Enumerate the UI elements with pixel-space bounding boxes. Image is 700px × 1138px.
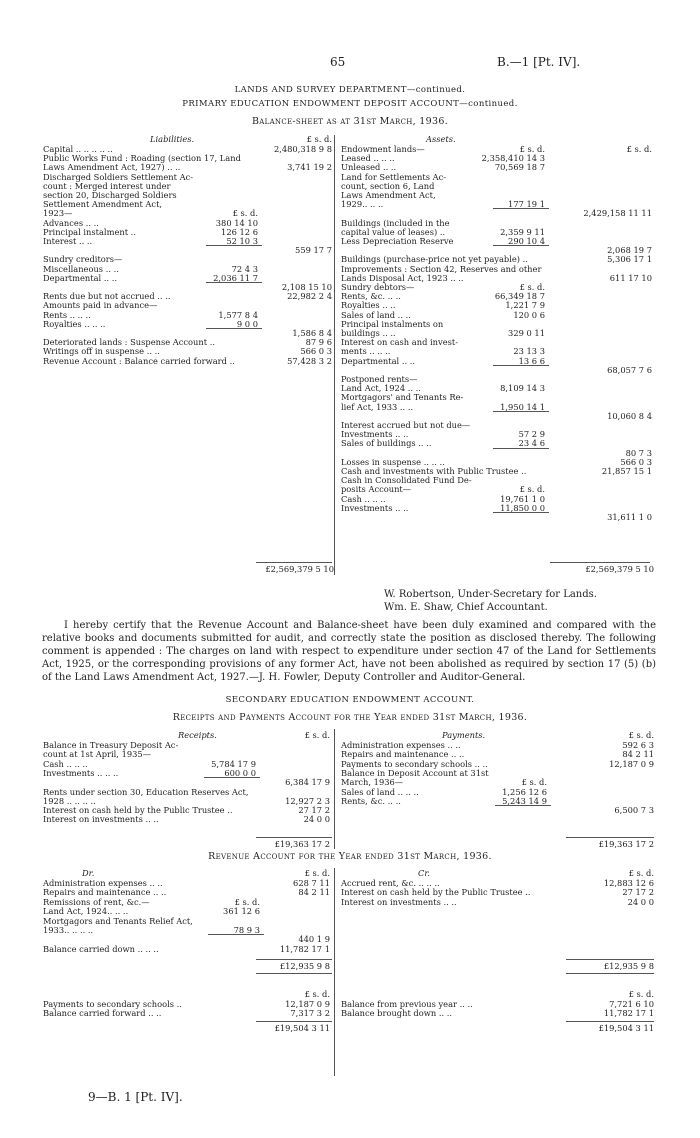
bs-left-label: Discharged Soldiers Settlement Ac-	[43, 171, 194, 182]
bs-right-label: Interest on cash and invest-	[341, 337, 459, 348]
bs-left-subtotal-rule	[206, 328, 262, 329]
bs-total-rule-left	[256, 562, 332, 563]
bs-right-label: Royalties .. ..	[341, 300, 396, 311]
bs-right-value: 2,068 19 7	[607, 245, 652, 256]
cr-lsd: £ s. d.	[628, 868, 654, 878]
rp-right-subvalue: £ s. d.	[521, 777, 547, 788]
bs-right-value: £ s. d.	[626, 144, 652, 154]
rv-left-label: Mortgagors and Tenants Relief Act,	[43, 915, 193, 926]
rp-left-label: 1928 .. .. .. ..	[43, 795, 96, 806]
rp-left-value: 6,384 17 9	[285, 777, 330, 788]
bs-right-subtotal-rule	[493, 365, 549, 366]
bs-right-label: Leased .. .. ..	[341, 153, 395, 164]
rp-right-value: 6,500 7 3	[614, 805, 654, 816]
bs-right-label: Sales of buildings .. ..	[341, 438, 432, 449]
bs-right-subvalue: 57 2 9	[518, 429, 545, 440]
rv2-total-rule-right	[566, 1021, 654, 1022]
rp-left-label: count at 1st April, 1935—	[43, 749, 151, 760]
bs-right-value: 611 17 10	[609, 272, 652, 283]
bs-left-subtotal-rule	[206, 282, 262, 283]
bs-left-label: Advances .. ..	[43, 217, 99, 228]
bs-left-label: Sundry creditors—	[43, 254, 123, 265]
rp-total-right: £19,363 17 2	[598, 839, 654, 849]
bs-left-label: Amounts paid in advance—	[43, 300, 158, 311]
bs-right-label: buildings .. ..	[341, 328, 396, 338]
bs-right-label: Endowment lands—	[341, 144, 425, 154]
rv-total-rule-right	[566, 959, 654, 960]
rp-right-value: 84 2 11	[622, 749, 654, 760]
bs-left-label: Interest .. ..	[43, 236, 93, 246]
bs-right-label: Losses in suspense .. .. ..	[341, 456, 445, 467]
balance-sheet-heading: Balance-sheet as at 31st March, 1936.	[251, 116, 448, 127]
bs-left-subvalue: 9 0 0	[236, 318, 258, 329]
rp-right-subvalue: 1,256 12 6	[502, 786, 547, 797]
rp-right-label: Balance in Deposit Account at 31st	[341, 767, 489, 778]
rv2-right-value: 11,782 17 1	[603, 1008, 654, 1019]
bs-right-label: Cash in Consolidated Fund De-	[341, 475, 472, 486]
bs-right-subvalue: £ s. d.	[519, 484, 545, 495]
rp-right-value: 12,187 0 9	[609, 758, 654, 769]
bs-left-label: section 20, Discharged Soldiers	[43, 190, 177, 200]
rv-double-rule-right	[566, 973, 654, 974]
rv-left-label: Remissions of rent, &c.—	[43, 896, 150, 907]
rp-left-label: Cash .. .. ..	[43, 758, 88, 769]
bs-right-label: Interest accrued but not due—	[341, 420, 471, 430]
rv2-total-rule-left	[256, 1021, 332, 1022]
bs-left-label: Revenue Account : Balance carried forward ..	[43, 355, 235, 366]
rp-vertical-rule	[334, 729, 335, 849]
bs-left-value: 3,741 19 2	[287, 162, 332, 173]
rv-left-value: 84 2 11	[298, 887, 330, 898]
bs-left-subvalue: 380 14 10	[215, 217, 258, 228]
rv2-right-label: Balance from previous year .. ..	[341, 999, 473, 1009]
bs-left-label: Royalties .. .. ..	[43, 318, 106, 329]
receipts-lsd: £ s. d.	[304, 730, 330, 740]
rp-right-label: Repairs and maintenance .. ..	[341, 749, 465, 760]
bs-right-label: Buildings (included in the	[341, 217, 450, 228]
bs-left-label: Settlement Amendment Act,	[43, 199, 163, 210]
rv-left-value: 628 7 11	[293, 878, 330, 888]
rp-right-value: 592 6 3	[622, 740, 654, 750]
bs-total-right: £2,569,379 5 10	[585, 564, 654, 574]
signature-under-secretary: W. Robertson, Under-Secretary for Lands.	[384, 589, 597, 600]
bs-right-label: Cash and investments with Public Trustee ..	[341, 466, 527, 476]
rv-left-subtotal-rule	[208, 934, 264, 935]
rp-left-subvalue: 600 0 0	[224, 767, 256, 778]
bs-right-label: Mortgagors' and Tenants Re-	[341, 392, 464, 403]
bs-total-left: £2,569,379 5 10	[265, 564, 334, 574]
rv-left-label: Administration expenses .. ..	[43, 878, 163, 888]
bs-right-value: 2,429,158 11 11	[583, 208, 652, 219]
bs-right-label: ments .. .. ..	[341, 346, 391, 357]
bs-left-subvalue: 2,036 11 7	[213, 272, 258, 283]
rv2-lsd-left: £ s. d.	[304, 989, 330, 999]
bs-right-label: Principal instalments on	[341, 318, 444, 329]
rv-left-value: 440 1 9	[298, 934, 330, 945]
bs-left-label: Capital .. .. .. .. ..	[43, 144, 113, 154]
rp-right-label: Sales of land .. .. ..	[341, 786, 419, 797]
rv2-lsd-right: £ s. d.	[628, 989, 654, 999]
bs-right-label: Cash .. .. ..	[341, 493, 386, 504]
bs-left-label: Rents due but not accrued .. ..	[43, 291, 171, 302]
bs-right-subvalue: 23 13 3	[513, 346, 545, 357]
bs-left-subtotal-rule	[206, 245, 262, 246]
assets-heading: Assets.	[426, 134, 456, 144]
rv-left-subvalue: 78 9 3	[233, 925, 260, 935]
rv-left-label: Repairs and maintenance .. ..	[43, 887, 167, 898]
rp-total-rule-right	[566, 837, 654, 838]
rp-right-label: Rents, &c. .. ..	[341, 795, 401, 806]
rp-right-label: Administration expenses .. ..	[341, 740, 461, 750]
bs-left-value: 1,586 8 4	[292, 328, 332, 338]
rv2-left-value: 12,187 0 9	[285, 999, 330, 1009]
rv-right-value: 27 17 2	[622, 887, 654, 898]
account-heading-secondary: SECONDARY EDUCATION ENDOWMENT ACCOUNT.	[225, 695, 475, 705]
bs-right-subtotal-rule	[493, 448, 549, 449]
bs-right-label: lief Act, 1933 .. ..	[341, 401, 414, 412]
bs-right-value: 21,857 15 1	[601, 466, 652, 476]
bs-right-value: 31,611 1 0	[607, 512, 652, 522]
rp-left-label: Balance in Treasury Deposit Ac-	[43, 740, 179, 750]
bs-total-rule-right	[550, 562, 650, 563]
bs-left-label: 1923—	[43, 208, 73, 219]
bs-right-label: Departmental .. ..	[341, 355, 415, 366]
bs-right-subvalue: £ s. d.	[519, 144, 545, 154]
bs-right-label: Postponed rents—	[341, 374, 418, 384]
bs-right-subvalue: 1,950 14 1	[500, 401, 545, 412]
bs-right-label: Land Act, 1924 .. ..	[341, 383, 421, 394]
bs-right-subvalue: 290 10 4	[508, 236, 545, 246]
bs-right-value: 80 7 3	[625, 447, 652, 458]
rp-left-value: 12,927 2 3	[285, 795, 330, 806]
bs-right-subvalue: 11,850 0 0	[500, 502, 545, 513]
bs-left-value: 566 0 3	[300, 346, 332, 357]
bs-right-subvalue: 8,109 14 3	[500, 383, 545, 394]
rv2-left-label: Balance carried forward .. ..	[43, 1008, 162, 1019]
bs-left-value: 2,108 15 10	[281, 282, 332, 292]
bs-right-subvalue: 2,359 9 11	[500, 226, 545, 237]
bs-left-label: Departmental .. ..	[43, 272, 117, 283]
rv-total-rule-left	[256, 959, 332, 960]
bs-left-label: Principal instalment ..	[43, 226, 136, 237]
rv-total-right: £12,935 9 8	[603, 961, 654, 971]
bs-right-subvalue: 23 4 6	[518, 438, 545, 449]
bs-right-subvalue: 329 0 11	[508, 328, 545, 338]
bs-left-label: Laws Amendment Act, 1927) .. ..	[43, 162, 181, 173]
bs-right-label: Unleased .. ..	[341, 162, 397, 173]
bs-right-label: Sales of land .. ..	[341, 309, 411, 320]
footer-reference: 9—B. 1 [Pt. IV].	[88, 1090, 183, 1104]
rp-left-label: Interest on cash held by the Public Trustee ..	[43, 805, 233, 816]
bs-left-subvalue: 1,577 8 4	[218, 309, 258, 320]
rp-left-value: 27 17 2	[298, 805, 330, 816]
bs-right-label: Investments .. ..	[341, 502, 409, 513]
rv-right-label: Interest on investments .. ..	[341, 896, 457, 907]
bs-left-label: Public Works Fund : Roading (section 17, Land	[43, 153, 241, 164]
rp-left-subvalue: 5,784 17 9	[211, 758, 256, 769]
bs-right-subvalue: 19,761 1 0	[500, 493, 545, 504]
rp-left-subtotal-rule	[204, 777, 260, 778]
bs-left-label: Deteriorated lands : Suspense Account ..	[43, 337, 215, 348]
rp-left-label: Investments .. .. ..	[43, 767, 119, 778]
bs-left-label: count : Merged interest under	[43, 180, 171, 191]
rv-left-subvalue: £ s. d.	[234, 896, 260, 907]
bs-right-label: 1929.. .. ..	[341, 199, 384, 210]
bs-left-value: 22,982 2 4	[287, 291, 332, 302]
lsd-header: £ s. d.	[306, 134, 332, 144]
rv-right-label: Interest on cash held by the Public Trustee ..	[341, 887, 531, 898]
bs-right-subtotal-rule	[493, 411, 549, 412]
bs-right-subtotal-rule	[493, 512, 549, 513]
bs-right-label: Buildings (purchase-price not yet payable) ..	[341, 254, 528, 265]
bs-right-label: Investments .. ..	[341, 429, 409, 440]
bs-left-value: 87 9 6	[305, 337, 332, 348]
bs-right-label: Laws Amendment Act,	[341, 190, 436, 200]
rv2-left-value: 7,317 3 2	[290, 1008, 330, 1019]
rv2-total-right: £19,504 3 11	[598, 1023, 654, 1033]
rv-left-label: Land Act, 1924.. .. ..	[43, 906, 129, 917]
rv-left-label: Balance carried down .. .. ..	[43, 943, 159, 954]
bs-right-value: 566 0 3	[620, 456, 652, 467]
rp-right-subvalue: 5,243 14 9	[502, 795, 547, 806]
signature-accountant: Wm. E. Shaw, Chief Accountant.	[384, 602, 548, 613]
department-heading: LANDS AND SURVEY DEPARTMENT—continued.	[234, 85, 466, 95]
bs-right-subvalue: 120 0 6	[513, 309, 545, 320]
rp-left-value: 24 0 0	[303, 814, 330, 825]
bs-right-label: Less Depreciation Reserve	[341, 236, 454, 246]
bs-right-subvalue: 177 19 1	[508, 199, 545, 210]
rv-vertical-rule	[334, 868, 335, 1076]
bs-right-subvalue: 1,221 7 9	[505, 300, 545, 311]
bs-right-label: posits Account—	[341, 484, 412, 495]
bs-left-subvalue: 72 4 3	[231, 263, 258, 274]
rv-right-value: 24 0 0	[627, 896, 654, 907]
account-heading-primary: PRIMARY EDUCATION ENDOWMENT DEPOSIT ACCOUNT—continued.	[182, 99, 518, 109]
rv2-right-value: 7,721 6 10	[609, 999, 654, 1009]
rv-right-value: 12,883 12 6	[603, 878, 654, 888]
bs-right-label: Lands Disposal Act, 1923 .. ..	[341, 272, 464, 283]
rv-left-value: 11,782 17 1	[279, 943, 330, 954]
bs-left-value: 559 17 7	[295, 245, 332, 256]
bs-right-label: capital value of leases) ..	[341, 226, 446, 237]
payments-lsd: £ s. d.	[628, 730, 654, 740]
rp-right-label: March, 1936—	[341, 777, 404, 788]
rv-left-subvalue: 361 12 6	[223, 906, 260, 917]
bs-right-label: Rents, &c. .. ..	[341, 291, 401, 302]
bs-right-label: Sundry debtors—	[341, 282, 415, 292]
bs-left-value: 57,428 3 2	[287, 355, 332, 366]
dr-lsd: £ s. d.	[304, 868, 330, 878]
rp-left-label: Interest on investments .. ..	[43, 814, 159, 825]
bs-vertical-rule	[334, 135, 335, 575]
bs-right-subvalue: £ s. d.	[519, 282, 545, 292]
page-number: 65	[330, 55, 346, 69]
rp-total-rule-left	[256, 837, 332, 838]
revenue-heading: Revenue Account for the Year ended 31st March, 1936.	[208, 851, 492, 862]
bs-left-label: Writings off in suspense .. ..	[43, 346, 160, 357]
rv2-total-left: £19,504 3 11	[274, 1023, 330, 1033]
rp-total-left: £19,363 17 2	[274, 839, 330, 849]
bs-left-subvalue: 52 10 3	[226, 236, 258, 246]
bs-right-value: 68,057 7 6	[607, 364, 652, 375]
rp-right-label: Payments to secondary schools .. ..	[341, 758, 488, 769]
bs-right-subvalue: 70,569 18 7	[494, 162, 545, 173]
bs-left-value: 2,480,318 9 8	[273, 144, 332, 154]
rp-right-subtotal-rule	[495, 805, 551, 806]
page-reference: B.—1 [Pt. IV].	[497, 55, 581, 69]
bs-right-subtotal-rule	[493, 208, 549, 209]
rv-total-left: £12,935 9 8	[279, 961, 330, 971]
bs-right-value: 10,060 8 4	[607, 410, 652, 421]
bs-right-label: Improvements : Section 42, Reserves and other	[341, 263, 542, 274]
receipts-heading: Receipts.	[178, 730, 217, 740]
cr-heading: Cr.	[418, 868, 431, 878]
receipts-payments-heading: Receipts and Payments Account for the Year ended 31st March, 1936.	[172, 712, 528, 723]
bs-left-label: Rents .. .. ..	[43, 309, 91, 320]
dr-heading: Dr.	[82, 868, 95, 878]
payments-heading: Payments.	[442, 730, 486, 740]
bs-right-subvalue: 2,358,410 14 3	[481, 153, 545, 164]
rv-left-label: 1933.. .. .. ..	[43, 925, 94, 935]
bs-left-subvalue: £ s. d.	[232, 208, 258, 219]
bs-right-subvalue: 66,349 18 7	[494, 291, 545, 302]
rv-double-rule-left	[256, 973, 332, 974]
bs-left-subvalue: 126 12 6	[221, 226, 258, 237]
liabilities-heading: Liabilities.	[150, 134, 195, 144]
rv2-right-label: Balance brought down .. ..	[341, 1008, 452, 1019]
rv2-left-label: Payments to secondary schools ..	[43, 999, 182, 1009]
bs-right-subtotal-rule	[493, 245, 549, 246]
bs-right-value: 5,306 17 1	[607, 254, 652, 265]
bs-left-label: Miscellaneous .. ..	[43, 263, 119, 274]
rp-left-label: Rents under section 30, Education Reserves Act,	[43, 786, 249, 797]
bs-right-subvalue: 13 6 6	[518, 355, 545, 366]
rv-right-label: Accrued rent, &c. .. .. ..	[341, 878, 440, 888]
bs-right-label: Land for Settlements Ac-	[341, 171, 447, 182]
audit-certificate: I hereby certify that the Revenue Account and Balance-sheet have been duly examined and compared with the relative books and documents submitted for audit, and correctly state the position as disclosed thereby. The following comment is appended : The charges on land with respect to expenditure under section 47 of the Land for Settlements Act, 1925, or the corresponding provisions of any former Act, have not been abolished as required by section 17 (5) (b) of the Land Laws Amendment Act, 1927.—J. H. Fowler, Deputy Controller and Auditor-General.	[42, 620, 656, 683]
bs-right-label: count, section 6, Land	[341, 180, 435, 191]
